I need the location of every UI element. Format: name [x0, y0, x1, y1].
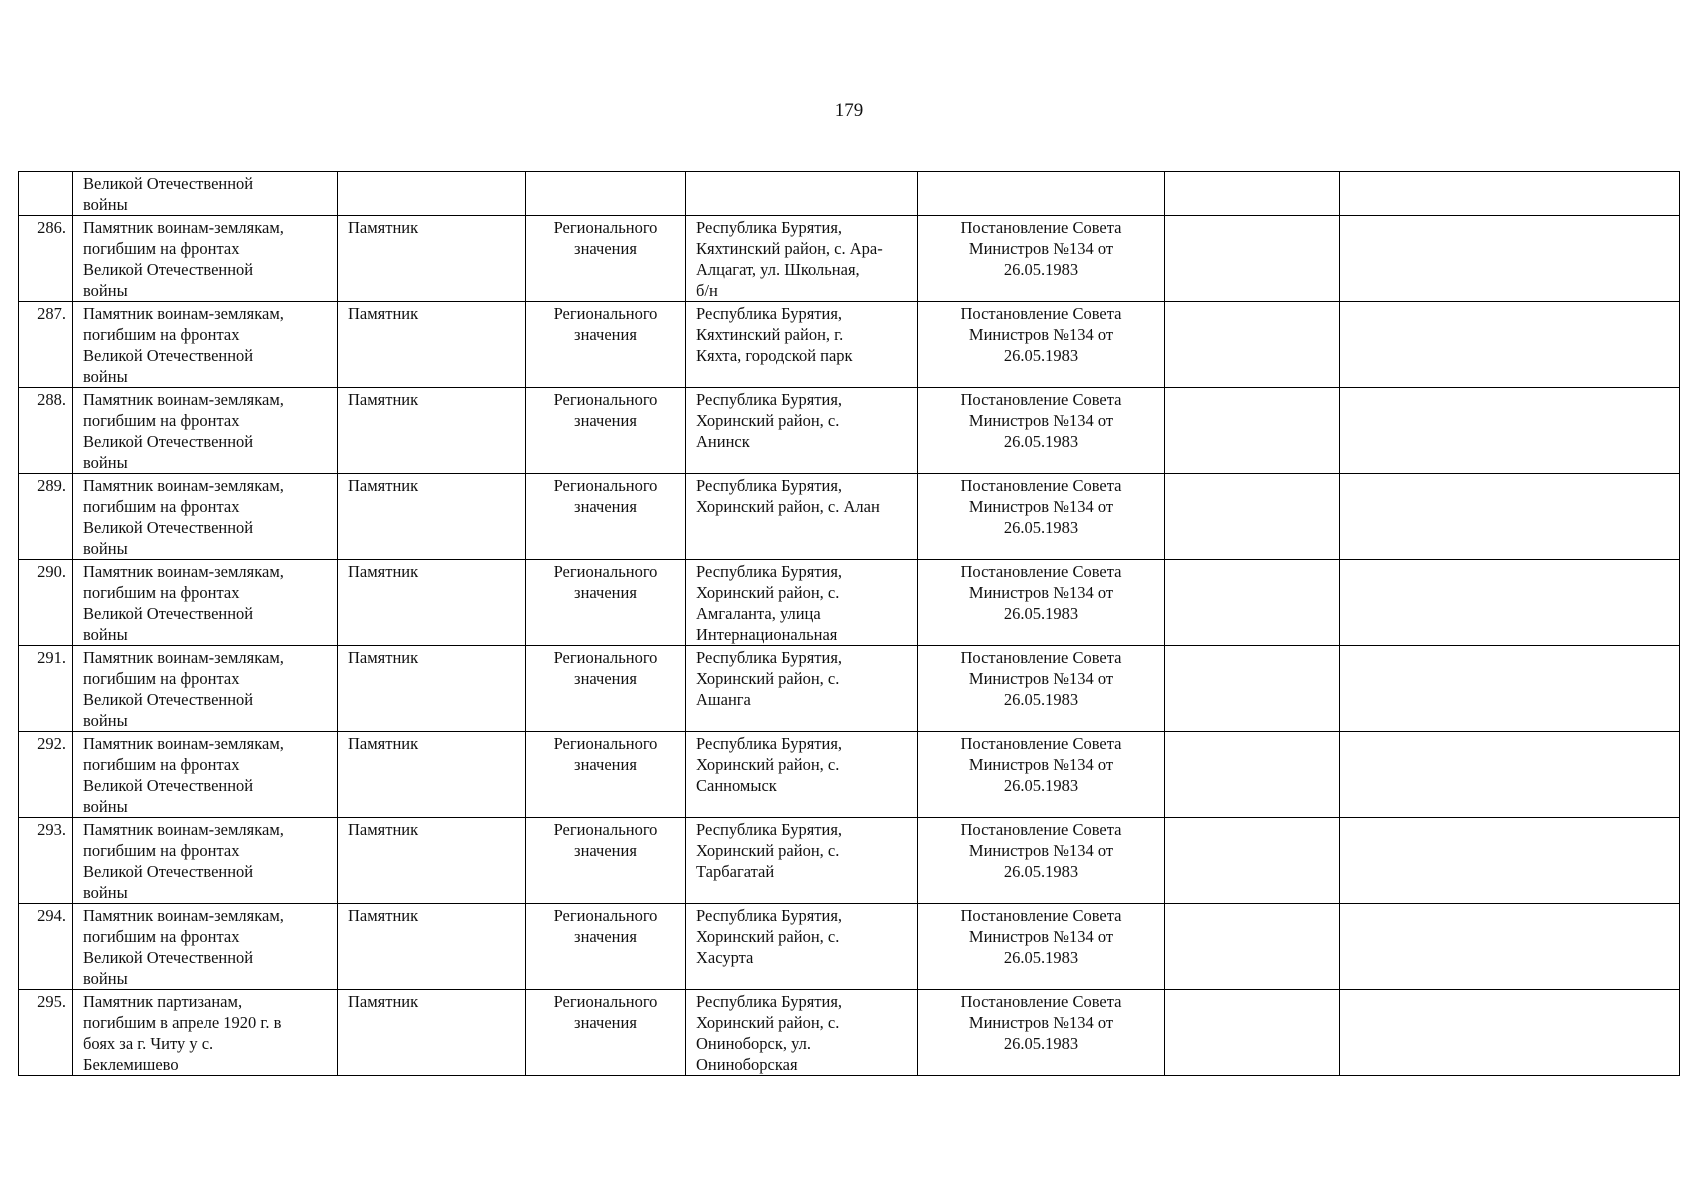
cell-empty — [1165, 818, 1340, 904]
cell-name: Памятник воинам-землякам, погибшим на фронтах Великой Отечественной войны — [73, 818, 338, 904]
cell-location: Республика Бурятия, Хоринский район, с. Ашанга — [686, 646, 918, 732]
cell-empty — [1165, 216, 1340, 302]
cell-name: Памятник воинам-землякам, погибшим на фронтах Великой Отечественной войны — [73, 388, 338, 474]
cell-empty — [1165, 990, 1340, 1076]
cell-document: Постановление Совета Министров №134 от 26.05.1983 — [918, 990, 1165, 1076]
cell-location: Республика Бурятия, Хоринский район, с. Санномыск — [686, 732, 918, 818]
cell-type: Памятник — [338, 216, 526, 302]
cell-type: Памятник — [338, 990, 526, 1076]
cell-type: Памятник — [338, 560, 526, 646]
cell-empty — [1340, 302, 1680, 388]
cell-document: Постановление Совета Министров №134 от 26.05.1983 — [918, 216, 1165, 302]
cell-type: Памятник — [338, 388, 526, 474]
cell-significance: Регионального значения — [526, 646, 686, 732]
cell-name: Памятник воинам-землякам, погибшим на фронтах Великой Отечественной войны — [73, 732, 338, 818]
cell-location: Республика Бурятия, Хоринский район, с. Анинск — [686, 388, 918, 474]
cell-empty — [1340, 172, 1680, 216]
cell-number: 295. — [19, 990, 73, 1076]
cell-significance: Регионального значения — [526, 216, 686, 302]
cell-significance: Регионального значения — [526, 904, 686, 990]
cell-empty — [1165, 172, 1340, 216]
cell-name: Великой Отечественной войны — [73, 172, 338, 216]
table-row — [19, 732, 1680, 818]
cell-empty — [1340, 474, 1680, 560]
cell-significance: Регионального значения — [526, 990, 686, 1076]
monuments-table — [18, 171, 1680, 1076]
cell-document: Постановление Совета Министров №134 от 26.05.1983 — [918, 560, 1165, 646]
cell-document: Постановление Совета Министров №134 от 26.05.1983 — [918, 732, 1165, 818]
cell-name: Памятник воинам-землякам, погибшим на фронтах Великой Отечественной войны — [73, 302, 338, 388]
cell-empty — [1165, 474, 1340, 560]
cell-document — [918, 172, 1165, 216]
cell-significance: Регионального значения — [526, 302, 686, 388]
page-number: 179 — [834, 100, 864, 121]
cell-document: Постановление Совета Министров №134 от 26.05.1983 — [918, 302, 1165, 388]
cell-number: 291. — [19, 646, 73, 732]
cell-document: Постановление Совета Министров №134 от 26.05.1983 — [918, 646, 1165, 732]
cell-type — [338, 172, 526, 216]
cell-number — [19, 172, 73, 216]
cell-number: 288. — [19, 388, 73, 474]
cell-empty — [1340, 216, 1680, 302]
cell-number: 292. — [19, 732, 73, 818]
cell-number: 289. — [19, 474, 73, 560]
table-row — [19, 302, 1680, 388]
cell-document: Постановление Совета Министров №134 от 26.05.1983 — [918, 388, 1165, 474]
cell-empty — [1165, 560, 1340, 646]
table-row — [19, 818, 1680, 904]
cell-empty — [1340, 560, 1680, 646]
cell-type: Памятник — [338, 646, 526, 732]
cell-document: Постановление Совета Министров №134 от 26.05.1983 — [918, 474, 1165, 560]
cell-empty — [1340, 646, 1680, 732]
cell-number: 286. — [19, 216, 73, 302]
cell-name: Памятник воинам-землякам, погибшим на фронтах Великой Отечественной войны — [73, 216, 338, 302]
cell-empty — [1340, 818, 1680, 904]
cell-type: Памятник — [338, 818, 526, 904]
cell-number: 290. — [19, 560, 73, 646]
cell-location: Республика Бурятия, Хоринский район, с. Хасурта — [686, 904, 918, 990]
table-row — [19, 216, 1680, 302]
cell-empty — [1340, 904, 1680, 990]
cell-name: Памятник партизанам, погибшим в апреле 1920 г. в боях за г. Читу у с. Беклемишево — [73, 990, 338, 1076]
cell-significance: Регионального значения — [526, 560, 686, 646]
cell-location: Республика Бурятия, Хоринский район, с. Алан — [686, 474, 918, 560]
table-row — [19, 388, 1680, 474]
cell-location: Республика Бурятия, Кяхтинский район, г. Кяхта, городской парк — [686, 302, 918, 388]
table-row — [19, 560, 1680, 646]
cell-name: Памятник воинам-землякам, погибшим на фронтах Великой Отечественной войны — [73, 474, 338, 560]
continuation-row — [19, 172, 1680, 216]
table-row — [19, 646, 1680, 732]
cell-significance: Регионального значения — [526, 474, 686, 560]
table-row — [19, 904, 1680, 990]
table-row — [19, 990, 1680, 1076]
cell-empty — [1165, 732, 1340, 818]
cell-empty — [1165, 388, 1340, 474]
cell-number: 294. — [19, 904, 73, 990]
cell-number: 287. — [19, 302, 73, 388]
cell-empty — [1165, 302, 1340, 388]
cell-significance: Регионального значения — [526, 388, 686, 474]
cell-document: Постановление Совета Министров №134 от 26.05.1983 — [918, 904, 1165, 990]
cell-empty — [1165, 646, 1340, 732]
cell-document: Постановление Совета Министров №134 от 26.05.1983 — [918, 818, 1165, 904]
cell-location: Республика Бурятия, Хоринский район, с. Ониноборск, ул. Ониноборская — [686, 990, 918, 1076]
cell-significance — [526, 172, 686, 216]
cell-name: Памятник воинам-землякам, погибшим на фронтах Великой Отечественной войны — [73, 560, 338, 646]
cell-empty — [1340, 732, 1680, 818]
cell-location: Республика Бурятия, Кяхтинский район, с. Ара- Алцагат, ул. Школьная, б/н — [686, 216, 918, 302]
cell-type: Памятник — [338, 302, 526, 388]
cell-empty — [1340, 990, 1680, 1076]
cell-type: Памятник — [338, 732, 526, 818]
cell-name: Памятник воинам-землякам, погибшим на фронтах Великой Отечественной войны — [73, 904, 338, 990]
cell-location: Республика Бурятия, Хоринский район, с. Тарбагатай — [686, 818, 918, 904]
cell-significance: Регионального значения — [526, 732, 686, 818]
cell-empty — [1340, 388, 1680, 474]
cell-location — [686, 172, 918, 216]
cell-type: Памятник — [338, 474, 526, 560]
cell-name: Памятник воинам-землякам, погибшим на фронтах Великой Отечественной войны — [73, 646, 338, 732]
cell-location: Республика Бурятия, Хоринский район, с. Амгаланта, улица Интернациональная — [686, 560, 918, 646]
cell-number: 293. — [19, 818, 73, 904]
cell-type: Памятник — [338, 904, 526, 990]
cell-significance: Регионального значения — [526, 818, 686, 904]
table-row — [19, 474, 1680, 560]
cell-empty — [1165, 904, 1340, 990]
